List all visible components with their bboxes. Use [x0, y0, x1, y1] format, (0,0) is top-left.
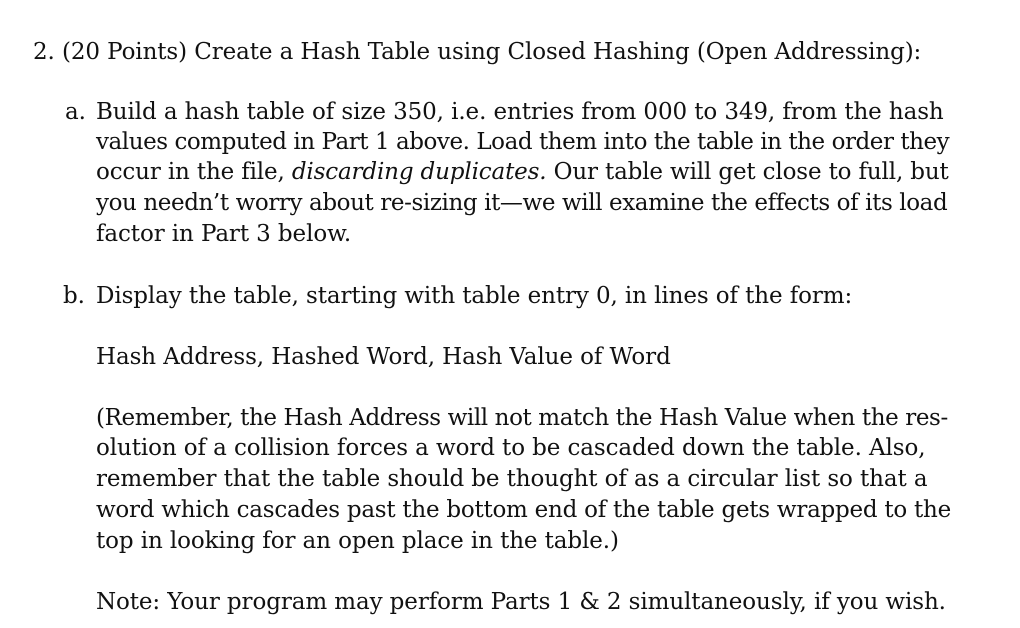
question-title: (20 Points) Create a Hash Table using Closed Hashing (Open Addressing): [61, 39, 922, 65]
part-a-line-2: values computed in Part 1 above. Load them into the table in the order they [96, 129, 950, 155]
part-a-line-4: you needn’t worry about re-sizing it—we will examine the effects of its load [96, 190, 948, 216]
part-a-line-5: factor in Part 3 below. [96, 221, 352, 247]
remember-line-3: remember that the table should be thought of as a circular list so that a [96, 466, 928, 492]
format-line: Hash Address, Hashed Word, Hash Value of Word [96, 344, 671, 370]
part-a-line-3 [96, 158, 949, 186]
part-a-line-1-text: Build a hash table of size 350, i.e. entries from 000 to 349, from the hash [96, 99, 944, 125]
question-heading [33, 38, 921, 66]
note-line: Note: Your program may perform Parts 1 & 2 simultaneously, if you wish. [96, 589, 946, 615]
part-a-line-3-end: Our table will get close to full, but [553, 159, 949, 185]
part-a-emphasis: discarding duplicates. [291, 159, 547, 185]
question-number: 2. [33, 39, 55, 65]
remember-line-4: word which cascades past the bottom end of the table gets wrapped to the [96, 497, 951, 523]
remember-line-2: olution of a collision forces a word to be cascaded down the table. Also, [96, 435, 926, 461]
remember-line-5: top in looking for an open place in the table.) [96, 528, 619, 554]
part-a-line-1 [96, 98, 951, 126]
part-a-marker: a. [65, 99, 86, 125]
part-b-line-1: Display the table, starting with table entry 0, in lines of the form: [96, 283, 853, 309]
part-a-line-3-start: occur in the file, [96, 159, 285, 185]
part-b-marker: b. [63, 283, 85, 309]
remember-line-1: (Remember, the Hash Address will not match the Hash Value when the res- [96, 405, 948, 431]
